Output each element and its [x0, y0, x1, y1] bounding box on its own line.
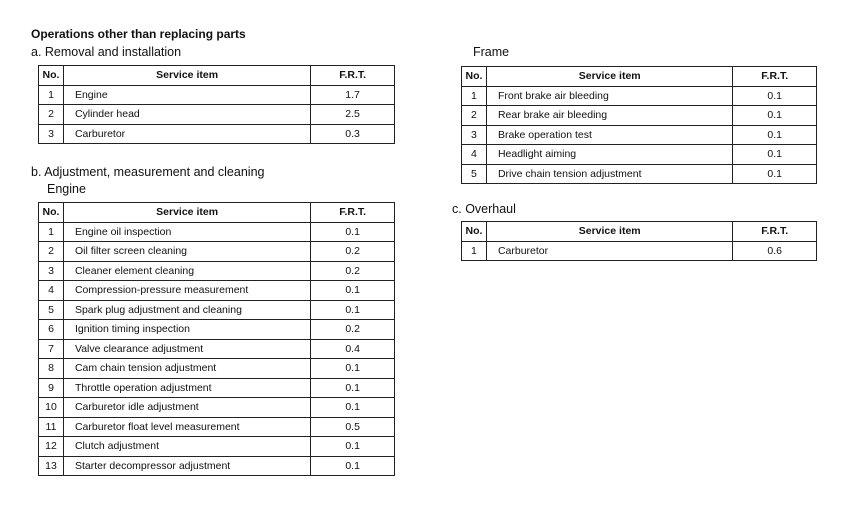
- frt-value: 0.1: [311, 456, 395, 476]
- frame-subheading: Frame: [473, 45, 510, 59]
- table-row: [39, 320, 395, 340]
- frt-value: 2.5: [311, 105, 395, 125]
- table-row: [39, 281, 395, 301]
- table-row: [39, 456, 395, 476]
- row-number: 4: [39, 281, 64, 301]
- column-header-service-item: Service item: [486, 222, 733, 242]
- service-item: Carburetor idle adjustment: [63, 398, 310, 418]
- row-number: 3: [39, 261, 64, 281]
- row-number: 2: [462, 106, 487, 126]
- table-row: [462, 125, 817, 145]
- frt-value: 0.1: [733, 145, 817, 165]
- table-row: [462, 145, 817, 165]
- column-header-no: No.: [462, 67, 487, 87]
- service-item: Carburetor: [63, 124, 310, 144]
- row-number: 6: [39, 320, 64, 340]
- service-item: Valve clearance adjustment: [63, 339, 310, 359]
- frt-value: 0.2: [311, 320, 395, 340]
- table-row: [39, 300, 395, 320]
- table-row: [39, 242, 395, 262]
- frt-value: 0.4: [311, 339, 395, 359]
- page-title: Operations other than replacing parts: [31, 27, 246, 41]
- column-header-no: No.: [462, 222, 487, 242]
- frt-value: 0.1: [733, 86, 817, 106]
- service-item: Drive chain tension adjustment: [486, 164, 733, 184]
- row-number: 1: [462, 241, 487, 261]
- removal-table: [38, 65, 395, 144]
- frt-value: 0.1: [311, 378, 395, 398]
- service-item: Ignition timing inspection: [63, 320, 310, 340]
- row-number: 2: [39, 105, 64, 125]
- column-header-frt: F.R.T.: [311, 66, 395, 86]
- service-item: Engine: [63, 85, 310, 105]
- table-row: [39, 417, 395, 437]
- service-item: Cleaner element cleaning: [63, 261, 310, 281]
- column-header-service-item: Service item: [63, 66, 310, 86]
- service-item: Headlight aiming: [486, 145, 733, 165]
- frt-value: 0.1: [733, 125, 817, 145]
- service-item: Oil filter screen cleaning: [63, 242, 310, 262]
- row-number: 8: [39, 359, 64, 379]
- row-number: 3: [39, 124, 64, 144]
- service-item: Carburetor float level measurement: [63, 417, 310, 437]
- service-item: Clutch adjustment: [63, 437, 310, 457]
- row-number: 2: [39, 242, 64, 262]
- frt-value: 0.1: [311, 300, 395, 320]
- frt-value: 0.5: [311, 417, 395, 437]
- removal-heading: a. Removal and installation: [31, 45, 182, 59]
- frt-value: 0.1: [311, 437, 395, 457]
- frt-value: 0.2: [311, 261, 395, 281]
- frt-value: 0.1: [311, 222, 395, 242]
- column-header-frt: F.R.T.: [311, 203, 395, 223]
- frt-value: 0.3: [311, 124, 395, 144]
- column-header-no: No.: [39, 66, 64, 86]
- frt-value: 0.1: [311, 281, 395, 301]
- row-number: 9: [39, 378, 64, 398]
- table-row: [39, 378, 395, 398]
- row-number: 5: [462, 164, 487, 184]
- service-item: Engine oil inspection: [63, 222, 310, 242]
- table-row: [39, 359, 395, 379]
- service-item: Throttle operation adjustment: [63, 378, 310, 398]
- table-row: [39, 398, 395, 418]
- service-item: Brake operation test: [486, 125, 733, 145]
- row-number: 1: [39, 85, 64, 105]
- frt-value: 0.1: [311, 398, 395, 418]
- table-row: [462, 241, 817, 261]
- row-number: 1: [462, 86, 487, 106]
- frt-value: 0.2: [311, 242, 395, 262]
- table-row: [39, 339, 395, 359]
- service-item: Compression-pressure measurement: [63, 281, 310, 301]
- overhaul-table: [461, 221, 817, 261]
- service-item: Spark plug adjustment and cleaning: [63, 300, 310, 320]
- service-item: Carburetor: [486, 241, 733, 261]
- service-item: Front brake air bleeding: [486, 86, 733, 106]
- table-row: [39, 124, 395, 144]
- table-row: [462, 106, 817, 126]
- table-row: [462, 86, 817, 106]
- column-header-service-item: Service item: [63, 203, 310, 223]
- service-item: Starter decompressor adjustment: [63, 456, 310, 476]
- frt-value: 0.6: [733, 241, 817, 261]
- frt-value: 0.1: [733, 106, 817, 126]
- row-number: 10: [39, 398, 64, 418]
- row-number: 4: [462, 145, 487, 165]
- row-number: 12: [39, 437, 64, 457]
- table-row: [39, 85, 395, 105]
- column-header-frt: F.R.T.: [733, 67, 817, 87]
- adjustment-table: [38, 202, 395, 476]
- service-item: Cam chain tension adjustment: [63, 359, 310, 379]
- table-row: [462, 164, 817, 184]
- table-row: [39, 261, 395, 281]
- row-number: 7: [39, 339, 64, 359]
- table-row: [39, 105, 395, 125]
- row-number: 1: [39, 222, 64, 242]
- column-header-frt: F.R.T.: [733, 222, 817, 242]
- overhaul-heading: c. Overhaul: [452, 202, 516, 216]
- column-header-service-item: Service item: [486, 67, 733, 87]
- table-row: [39, 437, 395, 457]
- column-header-no: No.: [39, 203, 64, 223]
- frame-table: [461, 66, 817, 184]
- row-number: 11: [39, 417, 64, 437]
- row-number: 13: [39, 456, 64, 476]
- table-row: [39, 222, 395, 242]
- row-number: 3: [462, 125, 487, 145]
- adjustment-heading: b. Adjustment, measurement and cleaning: [31, 165, 265, 179]
- row-number: 5: [39, 300, 64, 320]
- engine-subheading: Engine: [47, 182, 86, 196]
- frt-value: 0.1: [733, 164, 817, 184]
- frt-value: 1.7: [311, 85, 395, 105]
- service-item: Cylinder head: [63, 105, 310, 125]
- frt-value: 0.1: [311, 359, 395, 379]
- service-item: Rear brake air bleeding: [486, 106, 733, 126]
